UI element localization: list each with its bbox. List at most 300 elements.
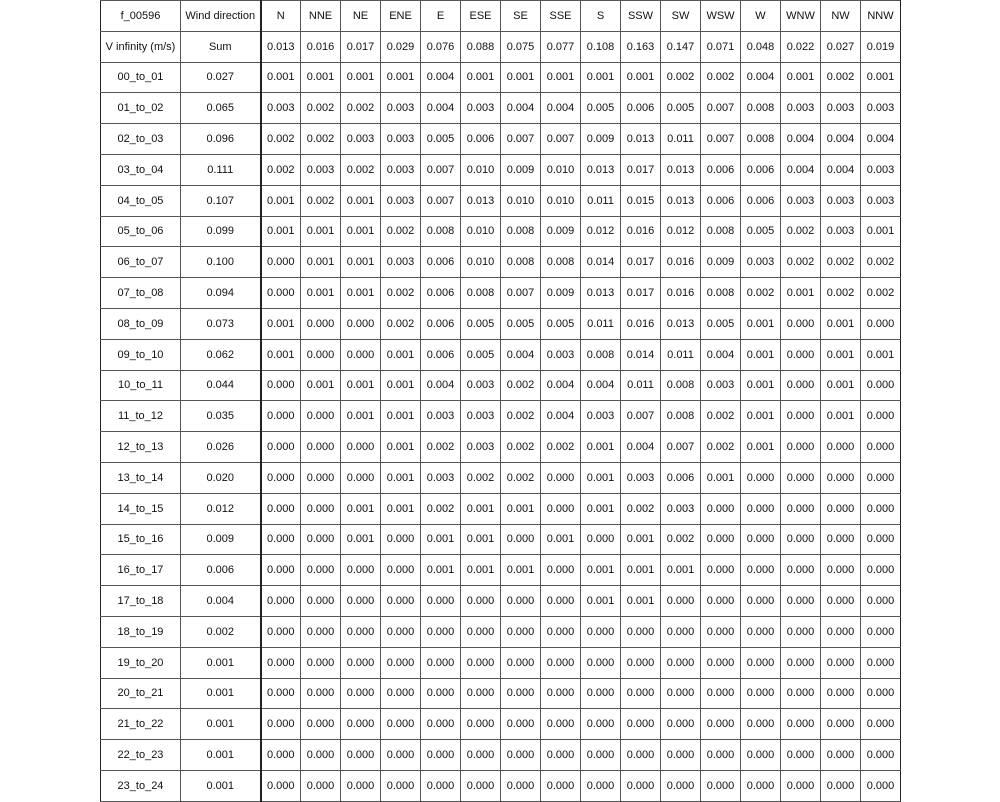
table-row	[101, 524, 901, 555]
table-cell: 0.001	[381, 62, 421, 93]
table-cell: 0.010	[541, 185, 581, 216]
table-cell: 0.001	[421, 555, 461, 586]
table-cell: 0.000	[781, 709, 821, 740]
table-cell: 0.001	[501, 555, 541, 586]
table-cell: 0.000	[461, 770, 501, 801]
table-cell: 0.000	[821, 678, 861, 709]
table-row	[101, 62, 901, 93]
table-cell: 0.001	[261, 339, 301, 370]
table-cell: 0.000	[501, 524, 541, 555]
table-cell: 0.002	[421, 432, 461, 463]
table-cell: 0.000	[261, 370, 301, 401]
table-cell: 0.000	[741, 462, 781, 493]
sum-cell: 0.099	[181, 216, 261, 247]
table-cell: 0.001	[341, 401, 381, 432]
table-row	[101, 216, 901, 247]
row-label-cell: 19_to_20	[101, 647, 181, 678]
table-cell: 0.001	[341, 524, 381, 555]
table-cell: 0.002	[621, 493, 661, 524]
table-cell: 0.009	[541, 278, 581, 309]
table-cell: 0.000	[541, 740, 581, 771]
sum-row	[101, 31, 901, 62]
table-cell: 0.001	[541, 62, 581, 93]
table-cell: 0.013	[661, 308, 701, 339]
table-cell: 0.000	[621, 678, 661, 709]
table-cell: 0.001	[341, 62, 381, 93]
table-cell: NNW	[861, 1, 901, 32]
table-cell: 0.001	[381, 462, 421, 493]
table-cell: 0.000	[341, 586, 381, 617]
table-cell: 0.006	[421, 308, 461, 339]
table-cell: 0.010	[541, 154, 581, 185]
sum-cell: 0.096	[181, 124, 261, 155]
table-cell: 0.002	[701, 62, 741, 93]
table-cell: 0.000	[421, 616, 461, 647]
table-cell: 0.000	[781, 740, 821, 771]
table-cell: 0.000	[541, 586, 581, 617]
table-cell: 0.000	[341, 555, 381, 586]
table-cell: 0.000	[581, 770, 621, 801]
table-cell: 0.017	[341, 31, 381, 62]
table-row	[101, 124, 901, 155]
sum-cell: 0.026	[181, 432, 261, 463]
table-cell: 0.000	[501, 709, 541, 740]
table-cell: 0.003	[661, 493, 701, 524]
table-cell: 0.000	[781, 308, 821, 339]
table-cell: 0.000	[701, 678, 741, 709]
table-cell: 0.000	[541, 493, 581, 524]
table-cell: 0.009	[501, 154, 541, 185]
table-cell: 0.163	[621, 31, 661, 62]
table-cell: 0.108	[581, 31, 621, 62]
table-cell: 0.000	[541, 462, 581, 493]
table-cell: 0.000	[421, 770, 461, 801]
table-cell: 0.000	[341, 308, 381, 339]
table-cell: 0.000	[861, 370, 901, 401]
table-cell: 0.000	[861, 432, 901, 463]
table-cell: 0.000	[541, 555, 581, 586]
table-row	[101, 462, 901, 493]
table-cell: 0.000	[581, 616, 621, 647]
table-cell: 0.000	[741, 678, 781, 709]
table-cell: 0.000	[261, 770, 301, 801]
table-cell: 0.001	[301, 247, 341, 278]
table-row	[101, 401, 901, 432]
table-cell: 0.004	[541, 401, 581, 432]
table-cell: 0.004	[621, 432, 661, 463]
table-cell: 0.003	[701, 370, 741, 401]
table-cell: 0.006	[421, 339, 461, 370]
table-cell: 0.000	[581, 678, 621, 709]
table-cell: 0.001	[741, 370, 781, 401]
sum-cell: 0.009	[181, 524, 261, 555]
row-label-cell: 00_to_01	[101, 62, 181, 93]
table-cell: 0.013	[661, 154, 701, 185]
table-cell: 0.001	[261, 308, 301, 339]
table-cell: 0.011	[661, 124, 701, 155]
table-cell: 0.007	[421, 154, 461, 185]
table-cell: 0.001	[341, 216, 381, 247]
table-cell: 0.009	[581, 124, 621, 155]
table-cell: 0.002	[861, 247, 901, 278]
row-label-cell: 13_to_14	[101, 462, 181, 493]
table-cell: 0.001	[301, 278, 341, 309]
table-cell: 0.000	[781, 462, 821, 493]
table-cell: 0.000	[261, 647, 301, 678]
sum-cell: 0.001	[181, 647, 261, 678]
row-label-cell: 23_to_24	[101, 770, 181, 801]
table-cell: 0.000	[421, 709, 461, 740]
table-cell: 0.001	[621, 524, 661, 555]
table-cell: 0.003	[261, 93, 301, 124]
table-cell: 0.002	[261, 154, 301, 185]
table-cell: 0.008	[501, 247, 541, 278]
table-cell: 0.000	[781, 432, 821, 463]
table-cell: 0.000	[501, 770, 541, 801]
sum-cell: 0.006	[181, 555, 261, 586]
table-cell: 0.000	[701, 709, 741, 740]
table-cell: 0.009	[541, 216, 581, 247]
table-cell: 0.000	[461, 678, 501, 709]
table-cell: 0.004	[861, 124, 901, 155]
table-cell: 0.008	[741, 93, 781, 124]
table-cell: 0.004	[821, 124, 861, 155]
table-cell: 0.003	[381, 185, 421, 216]
table-cell: 0.001	[581, 555, 621, 586]
table-cell: 0.002	[861, 278, 901, 309]
table-cell: 0.002	[421, 493, 461, 524]
sum-cell: 0.020	[181, 462, 261, 493]
table-cell: 0.027	[821, 31, 861, 62]
table-cell: 0.000	[381, 678, 421, 709]
table-cell: 0.000	[381, 709, 421, 740]
table-cell: 0.000	[341, 678, 381, 709]
table-cell: 0.000	[341, 432, 381, 463]
table-cell: 0.001	[741, 401, 781, 432]
table-cell: 0.013	[581, 278, 621, 309]
table-cell: 0.013	[621, 124, 661, 155]
table-cell: 0.007	[621, 401, 661, 432]
table-cell: 0.000	[381, 740, 421, 771]
table-cell: 0.001	[741, 339, 781, 370]
table-cell: 0.003	[381, 124, 421, 155]
table-cell: 0.010	[461, 154, 501, 185]
table-cell: 0.000	[461, 709, 501, 740]
table-cell: 0.003	[821, 216, 861, 247]
table-cell: 0.000	[381, 616, 421, 647]
table-cell: 0.000	[501, 678, 541, 709]
table-cell: 0.003	[461, 93, 501, 124]
table-cell: 0.002	[501, 401, 541, 432]
table-cell: 0.000	[821, 770, 861, 801]
sum-cell: 0.062	[181, 339, 261, 370]
table-cell: 0.005	[581, 93, 621, 124]
row-label-cell: 20_to_21	[101, 678, 181, 709]
table-cell: 0.001	[421, 524, 461, 555]
table-cell: 0.003	[461, 432, 501, 463]
table-cell: 0.002	[701, 432, 741, 463]
table-cell: 0.000	[781, 555, 821, 586]
row-label-cell: 01_to_02	[101, 93, 181, 124]
table-cell: 0.002	[821, 247, 861, 278]
row-label-cell: 17_to_18	[101, 586, 181, 617]
table-cell: 0.000	[301, 524, 341, 555]
table-cell: 0.029	[381, 31, 421, 62]
table-cell: 0.000	[781, 370, 821, 401]
table-cell: 0.001	[781, 62, 821, 93]
table-cell: 0.001	[581, 586, 621, 617]
table-row	[101, 678, 901, 709]
table-cell: 0.000	[781, 493, 821, 524]
table-cell: 0.003	[861, 93, 901, 124]
table-cell: 0.000	[621, 647, 661, 678]
table-cell: 0.000	[301, 678, 341, 709]
table-cell: 0.001	[621, 62, 661, 93]
table-cell: 0.000	[821, 462, 861, 493]
table-cell: 0.006	[741, 185, 781, 216]
table-cell: 0.016	[621, 308, 661, 339]
table-cell: S	[581, 1, 621, 32]
table-cell: 0.001	[301, 216, 341, 247]
table-cell: 0.000	[581, 647, 621, 678]
row-label-cell: 18_to_19	[101, 616, 181, 647]
table-cell: 0.017	[621, 278, 661, 309]
table-row	[101, 709, 901, 740]
table-cell: 0.003	[821, 185, 861, 216]
table-cell: 0.001	[261, 216, 301, 247]
table-cell: W	[741, 1, 781, 32]
table-cell: 0.000	[381, 770, 421, 801]
table-cell: 0.015	[621, 185, 661, 216]
table-cell: 0.003	[381, 93, 421, 124]
table-cell: 0.006	[421, 278, 461, 309]
table-cell: 0.001	[341, 493, 381, 524]
table-cell: 0.000	[861, 401, 901, 432]
table-cell: 0.013	[661, 185, 701, 216]
table-cell: SSE	[541, 1, 581, 32]
table-cell: 0.000	[301, 308, 341, 339]
table-cell: 0.000	[621, 709, 661, 740]
table-cell: 0.013	[261, 31, 301, 62]
table-cell: 0.000	[621, 770, 661, 801]
table-cell: 0.003	[741, 247, 781, 278]
table-cell: 0.002	[741, 278, 781, 309]
table-cell: 0.000	[461, 647, 501, 678]
table-cell: 0.016	[621, 216, 661, 247]
table-cell: 0.005	[461, 308, 501, 339]
table-cell: 0.006	[461, 124, 501, 155]
table-row	[101, 154, 901, 185]
sum-cell: Sum	[181, 31, 261, 62]
table-cell: 0.008	[501, 216, 541, 247]
row-label-cell: 22_to_23	[101, 740, 181, 771]
table-cell: 0.000	[861, 740, 901, 771]
table-cell: 0.000	[701, 586, 741, 617]
table-cell: 0.007	[541, 124, 581, 155]
table-cell: 0.000	[341, 616, 381, 647]
table-row	[101, 370, 901, 401]
table-cell: 0.001	[581, 432, 621, 463]
table-cell: ESE	[461, 1, 501, 32]
table-cell: 0.000	[821, 524, 861, 555]
table-cell: 0.005	[461, 339, 501, 370]
table-cell: 0.000	[661, 616, 701, 647]
table-cell: 0.003	[581, 401, 621, 432]
table-cell: 0.076	[421, 31, 461, 62]
table-cell: 0.000	[781, 616, 821, 647]
table-cell: 0.004	[741, 62, 781, 93]
sum-cell: 0.002	[181, 616, 261, 647]
table-cell: 0.007	[701, 124, 741, 155]
table-cell: 0.000	[781, 770, 821, 801]
table-cell: 0.000	[741, 555, 781, 586]
table-cell: 0.000	[381, 524, 421, 555]
table-cell: 0.000	[301, 740, 341, 771]
table-cell: 0.007	[501, 124, 541, 155]
table-cell: 0.002	[661, 524, 701, 555]
table-cell: 0.010	[461, 247, 501, 278]
table-cell: 0.002	[381, 308, 421, 339]
table-cell: 0.000	[501, 616, 541, 647]
table-cell: 0.008	[701, 216, 741, 247]
table-cell: 0.001	[341, 370, 381, 401]
table-cell: 0.000	[341, 770, 381, 801]
table-cell: 0.000	[741, 770, 781, 801]
table-cell: 0.000	[861, 555, 901, 586]
table-cell: 0.008	[661, 370, 701, 401]
table-cell: 0.000	[381, 586, 421, 617]
table-cell: 0.000	[261, 247, 301, 278]
table-cell: 0.003	[381, 247, 421, 278]
table-cell: 0.001	[461, 555, 501, 586]
sum-cell: 0.094	[181, 278, 261, 309]
table-cell: 0.004	[541, 93, 581, 124]
table-cell: 0.000	[821, 709, 861, 740]
table-cell: 0.000	[661, 647, 701, 678]
table-cell: 0.000	[421, 678, 461, 709]
table-cell: 0.005	[421, 124, 461, 155]
table-cell: 0.000	[861, 524, 901, 555]
table-cell: 0.000	[301, 616, 341, 647]
row-label-cell: 11_to_12	[101, 401, 181, 432]
table-cell: 0.000	[261, 616, 301, 647]
table-cell: 0.008	[661, 401, 701, 432]
table-cell: 0.002	[341, 93, 381, 124]
table-row	[101, 185, 901, 216]
table-cell: 0.002	[781, 216, 821, 247]
table-cell: 0.003	[421, 462, 461, 493]
table-cell: 0.000	[821, 647, 861, 678]
table-cell: 0.002	[381, 278, 421, 309]
table-row	[101, 647, 901, 678]
table-cell: 0.008	[421, 216, 461, 247]
table-cell: 0.000	[261, 709, 301, 740]
table-cell: 0.005	[741, 216, 781, 247]
table-cell: 0.000	[501, 647, 541, 678]
table-cell: 0.002	[541, 432, 581, 463]
table-cell: 0.000	[741, 524, 781, 555]
table-cell: 0.000	[381, 647, 421, 678]
row-label-cell: 03_to_04	[101, 154, 181, 185]
sum-cell: 0.035	[181, 401, 261, 432]
table-cell: 0.001	[341, 278, 381, 309]
table-cell: 0.001	[341, 185, 381, 216]
table-row	[101, 247, 901, 278]
table-cell: 0.000	[701, 616, 741, 647]
table-cell: 0.000	[261, 555, 301, 586]
table-cell: 0.003	[861, 154, 901, 185]
table-cell: 0.000	[261, 278, 301, 309]
table-cell: 0.014	[621, 339, 661, 370]
table-cell: 0.000	[261, 586, 301, 617]
table-cell: 0.002	[661, 62, 701, 93]
table-cell: 0.003	[861, 185, 901, 216]
table-cell: 0.000	[261, 401, 301, 432]
table-cell: 0.000	[821, 740, 861, 771]
table-cell: 0.005	[701, 308, 741, 339]
table-cell: 0.002	[821, 278, 861, 309]
table-cell: 0.010	[461, 216, 501, 247]
table-cell: 0.003	[421, 401, 461, 432]
row-label-cell: 09_to_10	[101, 339, 181, 370]
table-cell: 0.002	[701, 401, 741, 432]
table-cell: 0.001	[621, 555, 661, 586]
table-cell: 0.000	[861, 647, 901, 678]
table-cell: 0.002	[781, 247, 821, 278]
table-cell: 0.006	[621, 93, 661, 124]
table-cell: 0.000	[341, 339, 381, 370]
table-cell: 0.004	[781, 124, 821, 155]
table-cell: 0.005	[541, 308, 581, 339]
table-cell: 0.003	[341, 124, 381, 155]
sum-cell: 0.073	[181, 308, 261, 339]
table-cell: 0.001	[381, 493, 421, 524]
table-cell: 0.003	[781, 93, 821, 124]
table-cell: 0.000	[341, 709, 381, 740]
sum-cell: 0.111	[181, 154, 261, 185]
table-cell: 0.000	[701, 524, 741, 555]
table-cell: 0.002	[461, 462, 501, 493]
table-cell: 0.012	[581, 216, 621, 247]
row-label-cell: 08_to_09	[101, 308, 181, 339]
table-cell: 0.000	[781, 586, 821, 617]
table-cell: 0.001	[301, 62, 341, 93]
table-cell: NE	[341, 1, 381, 32]
table-row	[101, 555, 901, 586]
table-cell: 0.088	[461, 31, 501, 62]
table-cell: 0.017	[621, 154, 661, 185]
table-cell: 0.000	[821, 432, 861, 463]
table-cell: 0.002	[301, 124, 341, 155]
table-cell: 0.000	[821, 586, 861, 617]
table-row	[101, 616, 901, 647]
row-label-cell: 16_to_17	[101, 555, 181, 586]
table-cell: 0.008	[701, 278, 741, 309]
table-cell: 0.007	[421, 185, 461, 216]
table-cell: 0.004	[541, 370, 581, 401]
table-cell: 0.016	[661, 278, 701, 309]
sum-cell: 0.001	[181, 770, 261, 801]
table-cell: 0.000	[301, 770, 341, 801]
table-cell: 0.006	[701, 154, 741, 185]
table-cell: 0.000	[581, 524, 621, 555]
table-cell: 0.000	[301, 493, 341, 524]
table-cell: 0.002	[341, 154, 381, 185]
table-cell: 0.003	[381, 154, 421, 185]
table-cell: 0.019	[861, 31, 901, 62]
table-cell: 0.003	[541, 339, 581, 370]
sum-cell: 0.107	[181, 185, 261, 216]
